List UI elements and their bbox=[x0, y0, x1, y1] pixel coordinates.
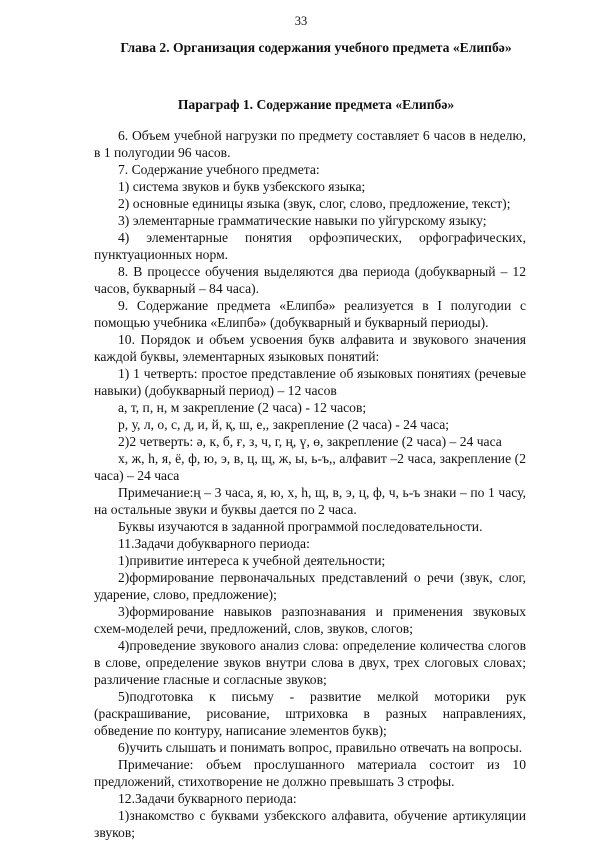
paragraph: 12.Задачи букварного периода: bbox=[118, 791, 297, 806]
paragraph: 6. Объем учебной нагрузки по предмету составляет 6 часов в неделю, в 1 полугодии 96 часов. bbox=[94, 128, 526, 160]
paragraph: а, т, п, н, м закрепление (2 часа) - 12 часов; bbox=[118, 400, 367, 415]
chapter-title: Глава 2. Организация содержания учебного предмета «Елипбә» bbox=[120, 40, 512, 55]
paragraph: 1)привитие интереса к учебной деятельности; bbox=[118, 553, 386, 568]
paragraph: Примечание:ң – 3 часа, я, ю, х, һ, щ, в, э, ц, ф, ч, ь-ъ знаки – по 1 часу, на остальные звуки и буквы дается по 2 часа. bbox=[94, 485, 526, 517]
paragraph: 3) элементарные грамматические навыки по уйгурскому языку; bbox=[118, 213, 487, 228]
paragraph: р, у, л, о, с, д, и, й, қ, ш, е,, закрепление (2 часа) - 24 часа; bbox=[118, 417, 450, 432]
paragraph: 2)2 четверть: ә, к, б, ғ, з, ч, г, ң, ү, ө, закрепление (2 часа) – 24 часа bbox=[118, 434, 502, 449]
paragraph: 6)учить слышать и понимать вопрос, правильно отвечать на вопросы. bbox=[118, 740, 523, 755]
paragraph: 11.Задачи добукварного периода: bbox=[118, 536, 310, 551]
paragraph: 7. Содержание учебного предмета: bbox=[118, 162, 320, 177]
paragraph: 3)формирование навыков разпознавания и применения звуковых схем-моделей речи, предложений, слов, звуков, слогов; bbox=[94, 604, 526, 636]
paragraph: 5)подготовка к письму - развитие мелкой моторики рук (раскрашивание, рисование, штриховка в разных направлениях, обведение по контуру, написание элементов букв); bbox=[94, 689, 526, 738]
paragraph: 10. Порядок и объем усвоения букв алфавита и звукового значения каждой буквы, элементарных языковых понятий: bbox=[94, 332, 526, 364]
paragraph: 8. В процессе обучения выделяются два периода (добукварный – 12 часов, букварный – 84 часа). bbox=[94, 264, 526, 296]
paragraph: х, ж, һ, я, ё, ф, ю, э, в, ц, щ, ж, ы, ь-ъ,, алфавит –2 часа, закрепление (2 часа) – 24 часа bbox=[94, 451, 526, 483]
paragraph: 4) элементарные понятия орфоэпических, орфографических, пунктуационных норм. bbox=[94, 230, 526, 262]
paragraph: Буквы изучаются в заданной программой последовательности. bbox=[118, 519, 483, 534]
paragraph: 2)формирование первоначальных представлений о речи (звук, слог, ударение, слово, предложение); bbox=[94, 570, 526, 602]
paragraph: 1)знакомство с буквами узбекского алфавита, обучение артикуляции звуков; bbox=[94, 808, 526, 840]
paragraph: 1) система звуков и букв узбекского языка; bbox=[118, 179, 366, 194]
paragraph: 9. Содержание предмета «Елипбә» реализуется в I полугодии с помощью учебника «Елипбә» (добукварный и букварный периоды). bbox=[94, 298, 526, 330]
paragraph: 1) 1 четверть: простое представление об языковых понятиях (речевые навыки) (добукварный период) – 12 часов bbox=[94, 366, 526, 398]
page-number: 33 bbox=[294, 14, 308, 28]
paragraph: 4)проведение звукового анализ слова: определение количества слогов в слове, определение звуков внутри слова в двух, трех слоговых словах; различение гласные и согласные звуков; bbox=[94, 638, 526, 687]
document-body bbox=[94, 127, 526, 841]
paragraph: Примечание: объем прослушанного материала состоит из 10 предложений, стихотворение не должно превышать 3 строфы. bbox=[94, 757, 526, 789]
section-title: Параграф 1. Содержание предмета «Елипбә» bbox=[177, 97, 455, 112]
paragraph: 2) основные единицы языка (звук, слог, слово, предложение, текст); bbox=[118, 196, 511, 211]
